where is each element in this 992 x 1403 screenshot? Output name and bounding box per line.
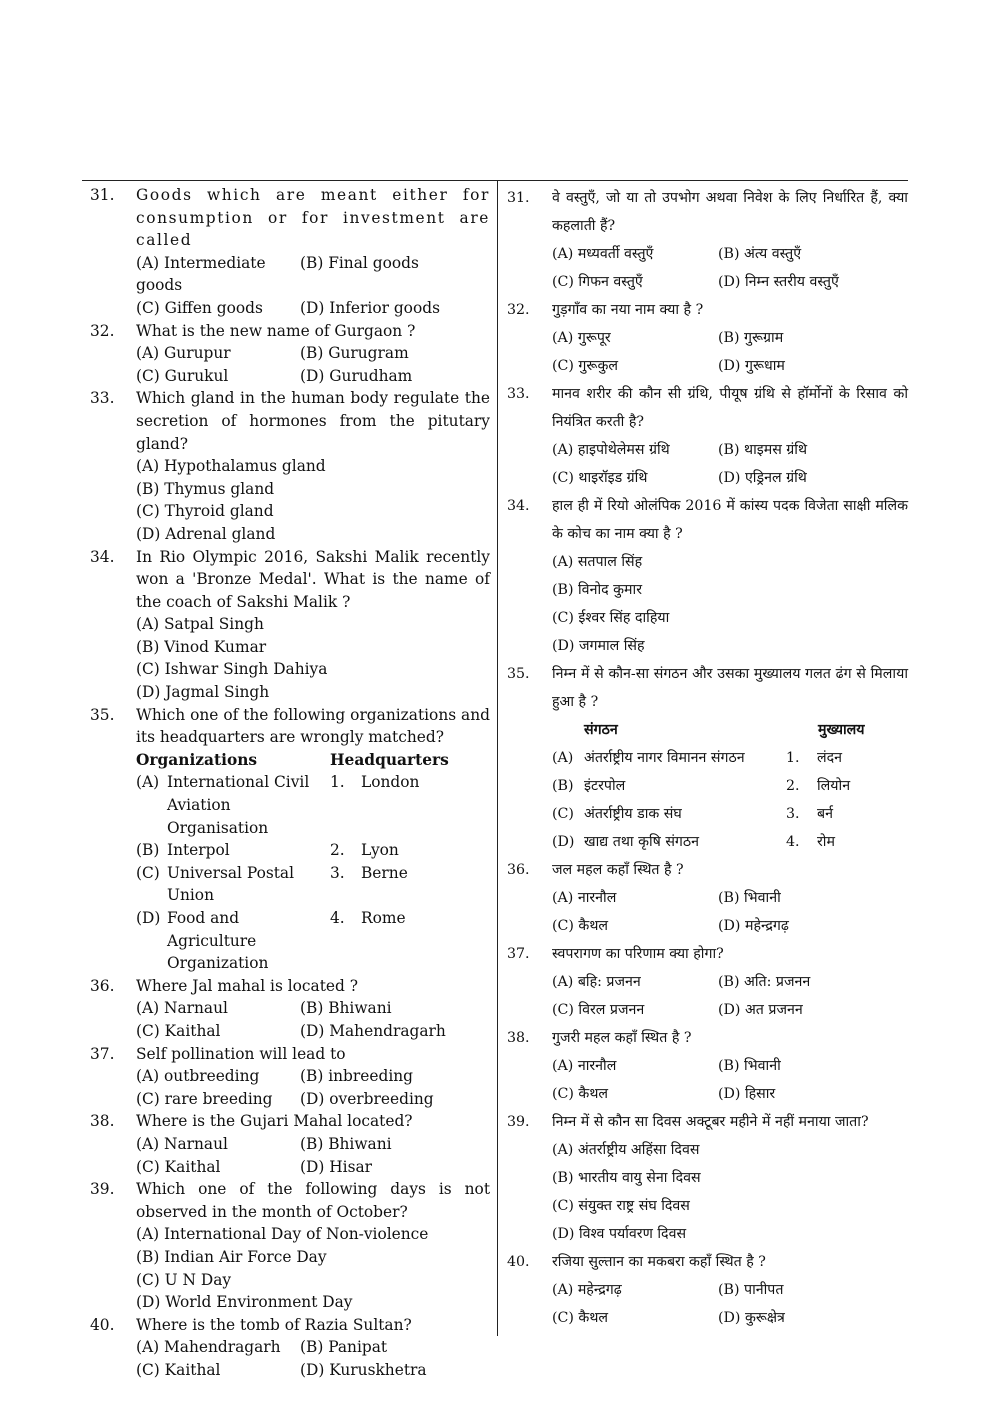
match-row (136, 771, 490, 839)
match-row (552, 772, 908, 800)
question-38 (506, 1024, 908, 1108)
option: (B) Bhiwani (300, 999, 392, 1018)
option: (C) कैथल (552, 1086, 609, 1102)
option: (D) एड्रिनल ग्रंथि (718, 470, 807, 486)
option: (D) Kuruskhetra (300, 1360, 427, 1379)
option: (C) Thyroid gland (136, 502, 274, 521)
question-text: Where Jal mahal is located ? (136, 976, 359, 995)
option: (C) गिफन वस्तुएँ (552, 274, 643, 290)
option: (A) Gurupur (136, 344, 231, 363)
option: (C) संयुक्त राष्ट्र संघ दिवस (552, 1198, 690, 1214)
question-number: 38. (507, 1030, 530, 1046)
option-row (136, 1359, 490, 1382)
option-row (552, 324, 908, 352)
organization-name: अंतर्राष्ट्रीय डाक संघ (584, 806, 682, 822)
option-label: (D) (552, 834, 575, 850)
option-row (552, 1052, 908, 1080)
option-row (136, 1133, 490, 1156)
organizations-heading: Organizations (136, 750, 258, 769)
question-number: 38. (90, 1112, 115, 1131)
option: (C) U N Day (136, 1270, 232, 1289)
column-divider (497, 180, 498, 1336)
question-number: 33. (507, 386, 530, 402)
option-row (136, 342, 490, 365)
question-text: Where is the tomb of Razia Sultan? (136, 1315, 412, 1334)
organization-name: अंतर्राष्ट्रीय नागर विमानन संगठन (584, 750, 745, 766)
option: (A) Narnaul (136, 999, 228, 1018)
option-label: (C) (552, 806, 574, 822)
headquarters-cell (330, 862, 408, 907)
option: (B) गुरूग्राम (718, 330, 784, 346)
headquarters-heading: Headquarters (330, 750, 449, 769)
option: (A) Narnaul (136, 1134, 228, 1153)
question-number: 33. (90, 389, 115, 408)
question-33 (506, 380, 908, 492)
question-number: 32. (507, 302, 530, 318)
option: (C) ईश्वर सिंह दाहिया (552, 610, 670, 626)
question-text: गुड़गाँव का नया नाम क्या है ? (552, 302, 704, 318)
option: (B) Final goods (300, 253, 419, 272)
organization-name: International Civil Aviation Organisation (167, 773, 310, 837)
option: (C) Kaithal (136, 1021, 221, 1040)
option-row (136, 1020, 490, 1043)
option-label: (A) (136, 773, 160, 792)
question-number: 35. (507, 666, 530, 682)
option: (D) विश्व पर्यावरण दिवस (552, 1226, 687, 1242)
hindi-column (506, 184, 908, 1332)
option: (D) Gurudham (300, 366, 413, 385)
option: (B) Gurugram (300, 344, 409, 363)
option: (D) Inferior goods (300, 298, 440, 317)
match-row (136, 839, 490, 862)
option: (D) अत प्रजनन (718, 1002, 803, 1018)
option: (D) महेन्द्रगढ़ (718, 918, 789, 934)
question-39 (506, 1108, 908, 1248)
option: (C) गुरूकुल (552, 358, 618, 374)
option-row (136, 1156, 490, 1179)
option: (C) कैथल (552, 1310, 609, 1326)
option: (D) निम्न स्तरीय वस्तुएँ (718, 274, 839, 290)
headquarters-cell (786, 800, 833, 828)
option-row (552, 996, 908, 1024)
question-number: 36. (507, 862, 530, 878)
option: (D) जगमाल सिंह (552, 638, 645, 654)
organization-cell (552, 828, 786, 856)
question-text: हाल ही में रियो ओलंपिक 2016 में कांस्य पदक विजेता साक्षी मलिक के कोच का नाम क्या है ? (552, 498, 908, 542)
question-number: 40. (507, 1254, 530, 1270)
question-number: 37. (90, 1044, 115, 1063)
option-row (136, 1088, 490, 1111)
question-text: In Rio Olympic 2016, Sakshi Malik recently won a 'Bronze Medal'. What is the name of the coach of Sakshi Malik ? (136, 547, 490, 611)
option: (A) हाइपोथेलेमस ग्रंथि (552, 442, 670, 458)
headquarters-cell (786, 744, 842, 772)
option: (A) अंतर्राष्ट्रीय अहिंसा दिवस (552, 1142, 700, 1158)
match-row (136, 907, 490, 975)
option: (B) अंत्य वस्तुएँ (718, 246, 802, 262)
question-text: Which one of the following days is not observed in the month of October? (136, 1180, 490, 1221)
option: (A) Hypothalamus gland (136, 457, 326, 476)
option: (D) Adrenal gland (136, 524, 276, 543)
question-37 (506, 940, 908, 1024)
headquarters-cell (330, 907, 406, 975)
option: (C) विरल प्रजनन (552, 1002, 645, 1018)
option: (D) कुरूक्षेत्र (718, 1310, 785, 1326)
headquarters-name: लियोन (817, 778, 851, 794)
option: (B) Vinod Kumar (136, 637, 267, 656)
headquarters-number: 4. (786, 834, 800, 850)
option: (C) Gurukul (136, 366, 229, 385)
option: (D) World Environment Day (136, 1293, 353, 1312)
option: (B) Indian Air Force Day (136, 1247, 327, 1266)
option-label: (D) (136, 909, 161, 927)
headquarters-number: 4. (330, 909, 345, 927)
question-text: Where is the Gujari Mahal located? (136, 1112, 413, 1131)
question-text: निम्न में से कौन-सा संगठन और उसका मुख्यालय गलत ढंग से मिलाया हुआ है ? (552, 666, 908, 710)
option: (A) गुरूपूर (552, 330, 611, 346)
option-label: (C) (136, 863, 160, 882)
question-number: 40. (90, 1315, 115, 1334)
organization-name: Interpol (167, 841, 230, 860)
headquarters-name: Berne (361, 863, 408, 882)
question-33 (86, 387, 490, 545)
question-32 (86, 320, 490, 388)
question-text: Which gland in the human body regulate the secretion of hormones from the pitutary gland? (136, 389, 490, 453)
question-36 (86, 975, 490, 1043)
question-number: 35. (90, 705, 115, 724)
option-row (552, 884, 908, 912)
option: (C) rare breeding (136, 1089, 273, 1108)
option: (D) Mahendragarh (300, 1021, 446, 1040)
option-row (136, 252, 490, 297)
option-row (552, 352, 908, 380)
headquarters-heading: मुख्यालय (818, 722, 865, 738)
question-number: 32. (90, 321, 115, 340)
headquarters-cell (786, 772, 850, 800)
headquarters-cell (330, 839, 399, 862)
question-text: What is the new name of Gurgaon ? (136, 321, 416, 340)
option: (B) Thymus gland (136, 479, 275, 498)
question-number: 39. (90, 1180, 115, 1199)
question-text: Which one of the following organizations and its headquarters are wrongly matched? (136, 705, 490, 747)
organization-cell (552, 744, 786, 772)
option-row (552, 1304, 908, 1332)
option: (A) सतपाल सिंह (552, 554, 643, 570)
question-number: 34. (90, 547, 115, 566)
option: (B) Bhiwani (300, 1134, 392, 1153)
option-row (552, 1276, 908, 1304)
question-number: 39. (507, 1114, 530, 1130)
option-row (552, 240, 908, 268)
option: (B) विनोद कुमार (552, 582, 643, 598)
question-text: गुजरी महल कहाँ स्थित है ? (552, 1030, 692, 1046)
option-row (552, 968, 908, 996)
option: (C) Kaithal (136, 1360, 221, 1379)
option: (A) International Day of Non-violence (136, 1225, 429, 1244)
question-37 (86, 1043, 490, 1111)
option: (C) Ishwar Singh Dahiya (136, 660, 328, 679)
option-row (136, 365, 490, 388)
option-row (552, 912, 908, 940)
question-31 (506, 184, 908, 296)
headquarters-number: 3. (330, 863, 345, 882)
question-number: 36. (90, 976, 115, 995)
option: (D) Hisar (300, 1157, 373, 1176)
option: (A) outbreeding (136, 1067, 260, 1086)
question-40 (86, 1314, 490, 1382)
organizations-heading: संगठन (584, 722, 618, 738)
question-35 (506, 660, 908, 856)
match-row (552, 800, 908, 828)
option: (D) हिसार (718, 1086, 776, 1102)
question-number: 31. (90, 186, 115, 204)
question-32 (506, 296, 908, 380)
option: (D) गुरूधाम (718, 358, 785, 374)
organization-cell (136, 907, 330, 975)
question-text: वे वस्तुएँ, जो या तो उपभोग अथवा निवेश के लिए निर्धारित हैं, क्या कहलाती हैं? (552, 190, 908, 234)
headquarters-number: 2. (330, 841, 345, 860)
organization-name: Universal Postal Union (167, 863, 295, 905)
option: (C) कैथल (552, 918, 609, 934)
question-35 (86, 704, 490, 975)
option-row (136, 997, 490, 1020)
question-text: Goods which are meant either for consumption or for investment are called (136, 186, 490, 250)
option-row (136, 1065, 490, 1088)
option: (B) भिवानी (718, 890, 781, 906)
option-row (552, 268, 908, 296)
option: (A) Satpal Singh (136, 615, 264, 634)
match-header (552, 716, 908, 744)
headquarters-number: 2. (786, 778, 800, 794)
organization-name: Food and Agriculture Organization (167, 909, 269, 973)
question-text: जल महल कहाँ स्थित है ? (552, 862, 684, 878)
question-number: 37. (507, 946, 530, 962)
question-34 (86, 546, 490, 704)
option: (A) बहि: प्रजनन (552, 974, 641, 990)
question-40 (506, 1248, 908, 1332)
organization-name: इंटरपोल (584, 778, 626, 794)
option-label: (B) (136, 841, 160, 860)
question-number: 31. (507, 190, 530, 206)
question-number: 34. (507, 498, 530, 514)
organization-cell (136, 771, 330, 839)
option: (C) Kaithal (136, 1157, 221, 1176)
option-row (552, 436, 908, 464)
question-38 (86, 1110, 490, 1178)
option: (B) inbreeding (300, 1067, 414, 1086)
question-text: रजिया सुल्तान का मकबरा कहाँ स्थित है ? (552, 1254, 766, 1270)
option: (A) मध्यवर्ती वस्तुएँ (552, 246, 654, 262)
organization-cell (136, 862, 330, 907)
option: (B) पानीपत (718, 1282, 784, 1298)
headquarters-name: London (361, 773, 420, 792)
question-36 (506, 856, 908, 940)
headquarters-name: Rome (361, 909, 406, 927)
option: (D) overbreeding (300, 1089, 434, 1108)
headquarters-cell (330, 771, 419, 839)
option-row (136, 297, 490, 320)
match-row (552, 744, 908, 772)
question-text: Self pollination will lead to (136, 1044, 346, 1063)
option: (B) भारतीय वायु सेना दिवस (552, 1170, 701, 1186)
question-text: स्वपरागण का परिणाम क्या होगा? (552, 946, 724, 962)
headquarters-number: 1. (330, 773, 345, 792)
headquarters-name: रोम (817, 834, 835, 850)
organization-name: खाद्य तथा कृषि संगठन (584, 834, 700, 850)
question-text: निम्न में से कौन सा दिवस अक्टूबर महीने में नहीं मनाया जाता? (552, 1114, 869, 1130)
option-row (136, 1336, 490, 1359)
option: (A) Intermediate goods (136, 253, 266, 295)
option: (D) Jagmal Singh (136, 683, 270, 702)
english-column (86, 184, 490, 1381)
option: (C) थाइरॉइड ग्रंथि (552, 470, 648, 486)
option: (A) महेन्द्रगढ़ (552, 1282, 622, 1298)
headquarters-name: बर्न (817, 806, 833, 822)
option-row (552, 1080, 908, 1108)
match-row (552, 828, 908, 856)
option: (A) नारनौल (552, 1058, 617, 1074)
option-row (552, 464, 908, 492)
option: (B) अति: प्रजनन (718, 974, 811, 990)
top-rule (82, 180, 908, 181)
option: (A) Mahendragarh (136, 1338, 281, 1357)
option: (C) Giffen goods (136, 298, 263, 317)
organization-cell (552, 772, 786, 800)
option: (B) Panipat (300, 1338, 388, 1357)
option: (A) नारनौल (552, 890, 617, 906)
headquarters-number: 1. (786, 750, 800, 766)
organization-cell (552, 800, 786, 828)
question-31 (86, 184, 490, 320)
question-39 (86, 1178, 490, 1314)
question-34 (506, 492, 908, 660)
match-row (136, 862, 490, 907)
headquarters-name: लंदन (817, 750, 843, 766)
option: (B) थाइमस ग्रंथि (718, 442, 808, 458)
organization-cell (136, 839, 330, 862)
match-header (136, 749, 490, 772)
headquarters-number: 3. (786, 806, 800, 822)
option-label: (B) (552, 778, 574, 794)
headquarters-name: Lyon (361, 841, 399, 860)
question-text: मानव शरीर की कौन सी ग्रंथि, पीयूष ग्रंथि से हॉर्मोनों के रिसाव को नियंत्रित करती है? (552, 386, 908, 430)
option: (B) भिवानी (718, 1058, 781, 1074)
option-label: (A) (552, 750, 574, 766)
headquarters-cell (786, 828, 835, 856)
